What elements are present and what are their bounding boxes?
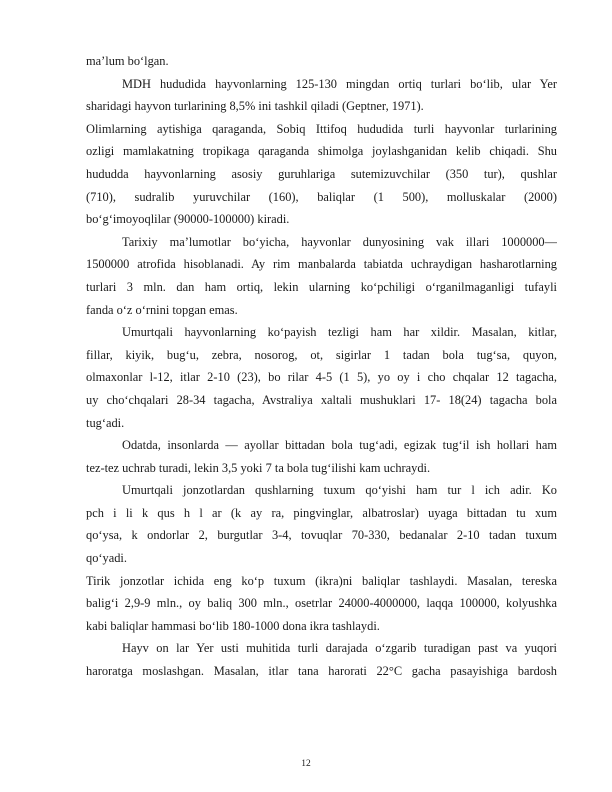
text-line: Tarixiy ma’lumotlar bo‘yicha, hayvonlar dunyosining vak illari 1000000— [122,234,557,249]
text-line: kabi baliqlar hammasi bo‘lib 180-1000 dona ikra tashlaydi. [86,618,380,633]
text-line: hududda hayvonlarning asosiy guruhlariga sutemizuvchilar (350 tur), qushlar [86,166,557,181]
text-line: 1500000 atrofida hisoblanadi. Ay rim manbalarda tabiatda uchraydigan hasharotlarning [86,257,557,272]
text-line: Umurtqali hayvonlarning ko‘payish tezligi ham har xildir. Masalan, kitlar, [122,325,557,340]
text-line: Hayv on lar Yer usti muhitida turli darajada o‘zgarib turadigan past va yuqori [122,641,557,656]
text-line: qo‘ysa, k ondorlar 2, burgutlar 3-4, tovuqlar 70-330, bedanalar 2-10 tadan tuxum [86,528,557,543]
text-line: Tirik jonzotlar ichida eng ko‘p tuxum (ikra)ni baliqlar tashlaydi. Masalan, tereska [86,573,557,588]
text-line: Olimlarning aytishiga qaraganda, Sobiq Ittifoq hududida turli hayvonlar turlarining [86,121,557,136]
text-line: (710), sudralib yuruvchilar (160), baliqlar (1 500), molluskalar (2000) [86,189,557,204]
body-text [86,50,557,683]
text-line: balig‘i 2,9-9 mln., oy baliq 300 mln., osetrlar 24000-4000000, laqqa 100000, kolyushka [86,596,557,611]
text-line: fanda o‘z o‘rnini topgan emas. [86,302,238,317]
text-line: olmaxonlar l-12, itlar 2-10 (23), bo rilar 4-5 (1 5), yo oy i cho chqalar 12 tagacha, [86,370,557,385]
text-line: fillar, kiyik, bug‘u, zebra, nosorog, ot, sigirlar 1 tadan bola tug‘sa, quyon, [86,347,557,362]
text-line: uy cho‘chqalari 28-34 tagacha, Avstraliya xaltali mushuklari 17- 18(24) tagacha bola [86,392,557,407]
page-number: 12 [301,759,311,769]
text-line: tug‘adi. [86,415,125,430]
text-line: Odatda, insonlarda — ayollar bittadan bola tug‘adi, egizak tug‘il ish hollari ham [122,438,557,453]
text-line: pch i li k qus h l ar (k ay ra, pingvinglar, albatroslar) uyaga bittadan tu xum [86,505,557,520]
text-line: ma’lum bo‘lgan. [86,54,169,68]
text-line: ozligi mamlakatning tropikaga qaraganda shimolga joylashganidan kelib chiqadi. Shu [86,144,557,159]
text-line: turlari 3 mln. dan ham ortiq, lekin ularning ko‘pchiligi o‘rganilmaganligi tufayli [86,279,557,294]
text-line: bo‘g‘imoyoqlilar (90000-100000) kiradi. [86,212,290,227]
text-line: MDH hududida hayvonlarning 125-130 mingdan ortiq turlari bo‘lib, ular Yer [122,76,557,91]
text-line: haroratga moslashgan. Masalan, itlar tana harorati 22°C gacha pasayishiga bardosh [86,664,557,679]
text-line: sharidagi hayvon turlarining 8,5% ini tashkil qiladi (Geptner, 1971). [86,99,424,114]
text-line: Umurtqali jonzotlardan qushlarning tuxum qo‘yishi ham tur l ich adir. Ko [122,483,557,498]
text-line: qo‘yadi. [86,551,127,566]
text-line: tez-tez uchrab turadi, lekin 3,5 yoki 7 ta bola tug‘ilishi kam uchraydi. [86,460,431,475]
